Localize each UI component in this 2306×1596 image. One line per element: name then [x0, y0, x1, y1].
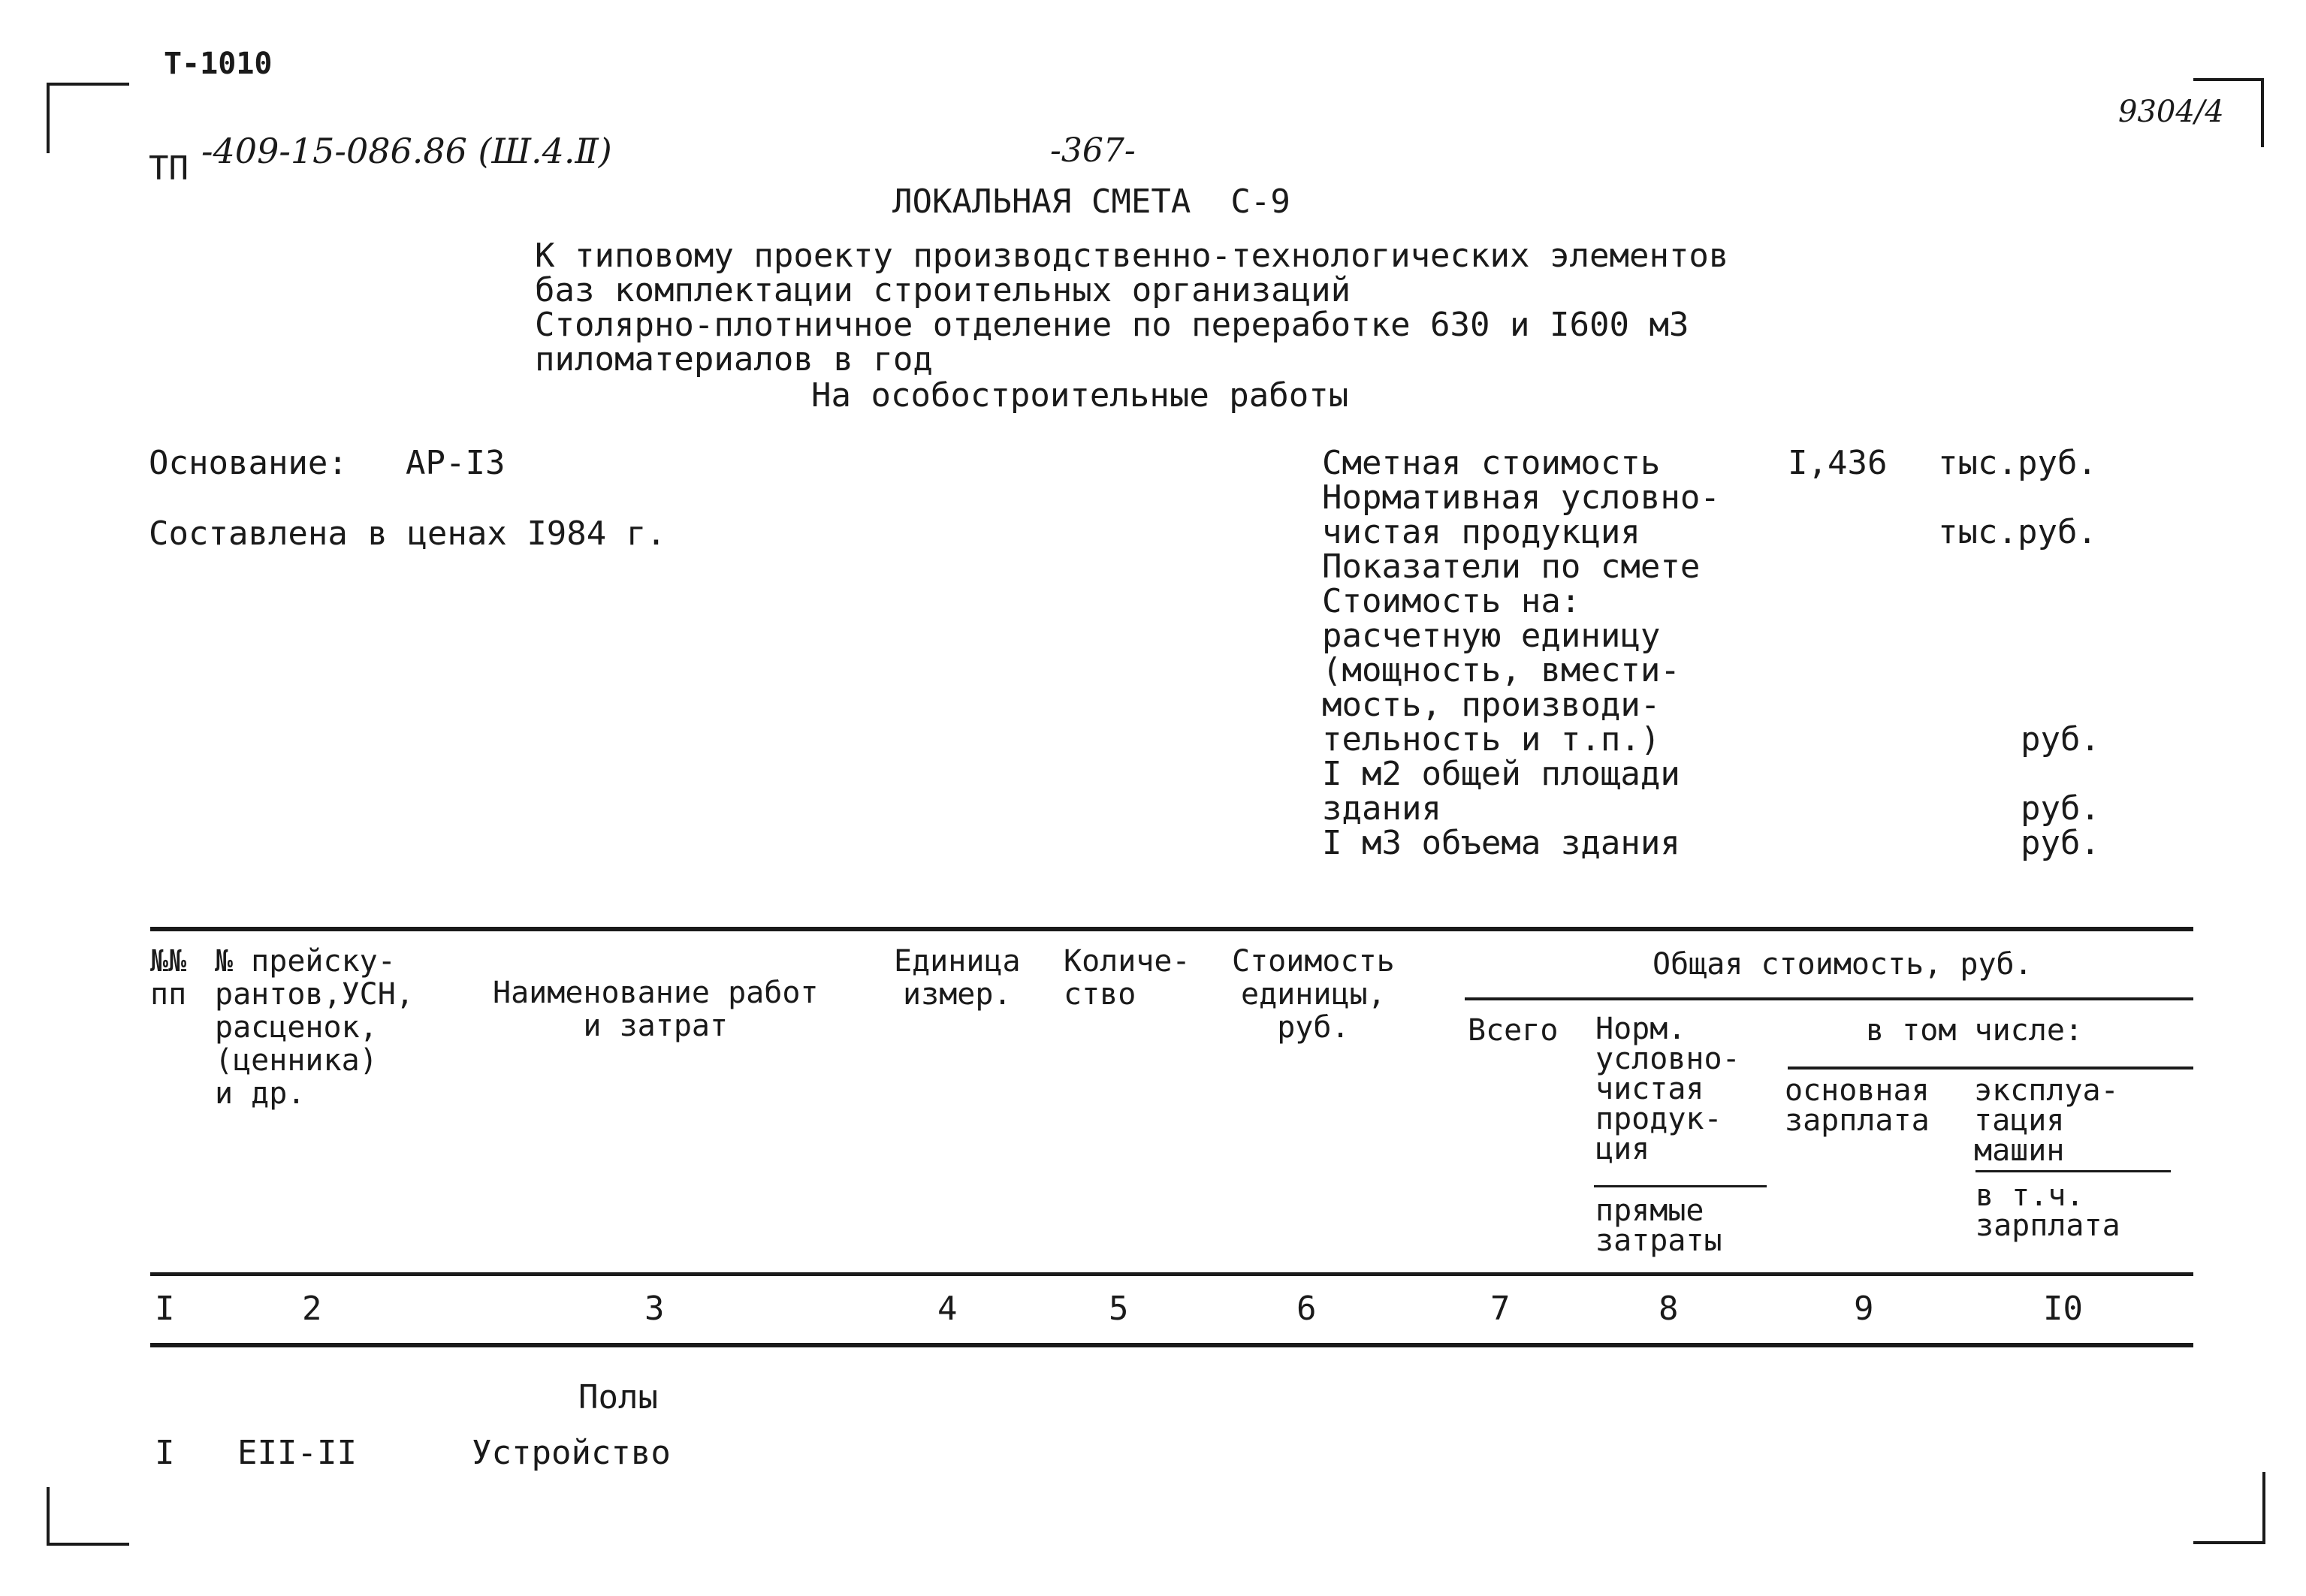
col-number-6: 6 — [1296, 1290, 1317, 1328]
row-work-name: Устройство — [472, 1434, 671, 1472]
subtitle-line-2: баз комплектации строительных организаций — [535, 271, 1351, 309]
subtitle-line-1: К типовому проекту производственно-технологических элементов — [535, 237, 1729, 275]
col-header-base-salary: основная зарплата — [1785, 1073, 1930, 1138]
col-header-quantity: Количе- ство — [1064, 944, 1191, 1012]
volume-unit: руб. — [2021, 824, 2100, 862]
project-code-printed: ТП — [149, 149, 189, 188]
estimated-cost-value: I,436 — [1788, 444, 1888, 482]
corner-bracket-bottom-right — [2193, 1472, 2265, 1544]
cost-per-label: Стоимость на: — [1322, 582, 1581, 620]
normative-label-1: Нормативная условно- — [1322, 478, 1720, 517]
row-number: I — [155, 1434, 175, 1472]
basis-value: АР-I3 — [406, 444, 506, 482]
section-title: Полы — [578, 1378, 658, 1416]
document-title: ЛОКАЛЬНАЯ СМЕТА С-9 — [892, 183, 1290, 221]
col8-split-rule — [1594, 1185, 1767, 1187]
document-id: Т-1010 — [164, 47, 273, 81]
col-number-3: 3 — [644, 1290, 665, 1328]
col-header-incl-group: в том числе: — [1866, 1013, 2083, 1048]
col-number-8: 8 — [1659, 1290, 1679, 1328]
normative-unit: тыс.руб. — [1938, 513, 2097, 551]
col-number-10: I0 — [2043, 1290, 2083, 1328]
page-number: -367- — [1050, 131, 1136, 170]
col-number-7: 7 — [1490, 1290, 1511, 1328]
corner-bracket-bottom-left — [47, 1487, 129, 1546]
estimated-cost-label: Сметная стоимость — [1322, 444, 1661, 482]
total-group-rule — [1465, 997, 2193, 1000]
col-header-machine-salary: в т.ч. зарплата — [1975, 1178, 2120, 1243]
col10-split-rule — [1975, 1170, 2171, 1172]
col-header-direct-costs: прямые затраты — [1595, 1193, 1722, 1258]
header-bottom-rule — [150, 1272, 2193, 1276]
table-top-rule — [150, 927, 2193, 931]
calc-unit-line-1: расчетную единицу — [1322, 617, 1661, 655]
col-header-total: Всего — [1468, 1013, 1559, 1048]
calc-unit-line-3: мость, производи- — [1322, 686, 1661, 724]
col-header-unit: Единица измер. — [894, 944, 1021, 1012]
col-number-2: 2 — [302, 1290, 322, 1328]
row-code: ЕII-II — [237, 1434, 357, 1472]
incl-group-rule — [1788, 1067, 2193, 1070]
prices-note: Составлена в ценах I984 г. — [149, 514, 666, 553]
subtitle-line-3: Столярно-плотничное отделение по переработке 630 и I600 м3 — [535, 306, 1689, 344]
corner-bracket-top-left — [47, 83, 129, 153]
archive-number: 9304/4 — [2118, 95, 2224, 129]
col-header-total-group: Общая стоимость, руб. — [1653, 947, 2033, 982]
col-number-5: 5 — [1109, 1290, 1129, 1328]
col-number-1: I — [155, 1290, 175, 1328]
col-number-9: 9 — [1854, 1290, 1874, 1328]
calc-unit-unit: руб. — [2021, 720, 2100, 759]
col-header-work-name: Наименование работ и затрат — [493, 976, 819, 1043]
normative-label-2: чистая продукция — [1322, 513, 1640, 551]
col-header-machine-operation: эксплуа- тация машин — [1974, 1073, 2119, 1168]
area-unit: руб. — [2021, 789, 2100, 828]
indicators-label: Показатели по смете — [1322, 548, 1701, 586]
subtitle-work-type: На особостроительные работы — [811, 376, 1349, 415]
area-line-2: здания — [1322, 789, 1441, 828]
col-number-4: 4 — [937, 1290, 958, 1328]
col-header-pricelist: № прейску- рантов,УСН, расценок, (ценника) и др. — [215, 944, 414, 1111]
calc-unit-line-4: тельность и т.п.) — [1322, 720, 1661, 759]
area-line-1: I м2 общей площади — [1322, 755, 1680, 793]
calc-unit-line-2: (мощность, вмести- — [1322, 651, 1680, 689]
col-header-normative-net: Норм. условно- чистая продук- ция — [1595, 1012, 1740, 1166]
volume-label: I м3 объема здания — [1322, 824, 1680, 862]
col-header-unit-cost: Стоимость единицы, руб. — [1232, 944, 1395, 1045]
estimated-cost-unit: тыс.руб. — [1938, 444, 2097, 482]
project-code-handwritten: -409-15-086.86 (Ш.4.Ⅱ) — [201, 131, 612, 171]
numbers-bottom-rule — [150, 1343, 2193, 1347]
subtitle-line-4: пиломатериалов в год — [535, 340, 933, 379]
basis-label: Основание: — [149, 444, 348, 482]
col-header-row-number: №№ пп — [150, 944, 187, 1012]
